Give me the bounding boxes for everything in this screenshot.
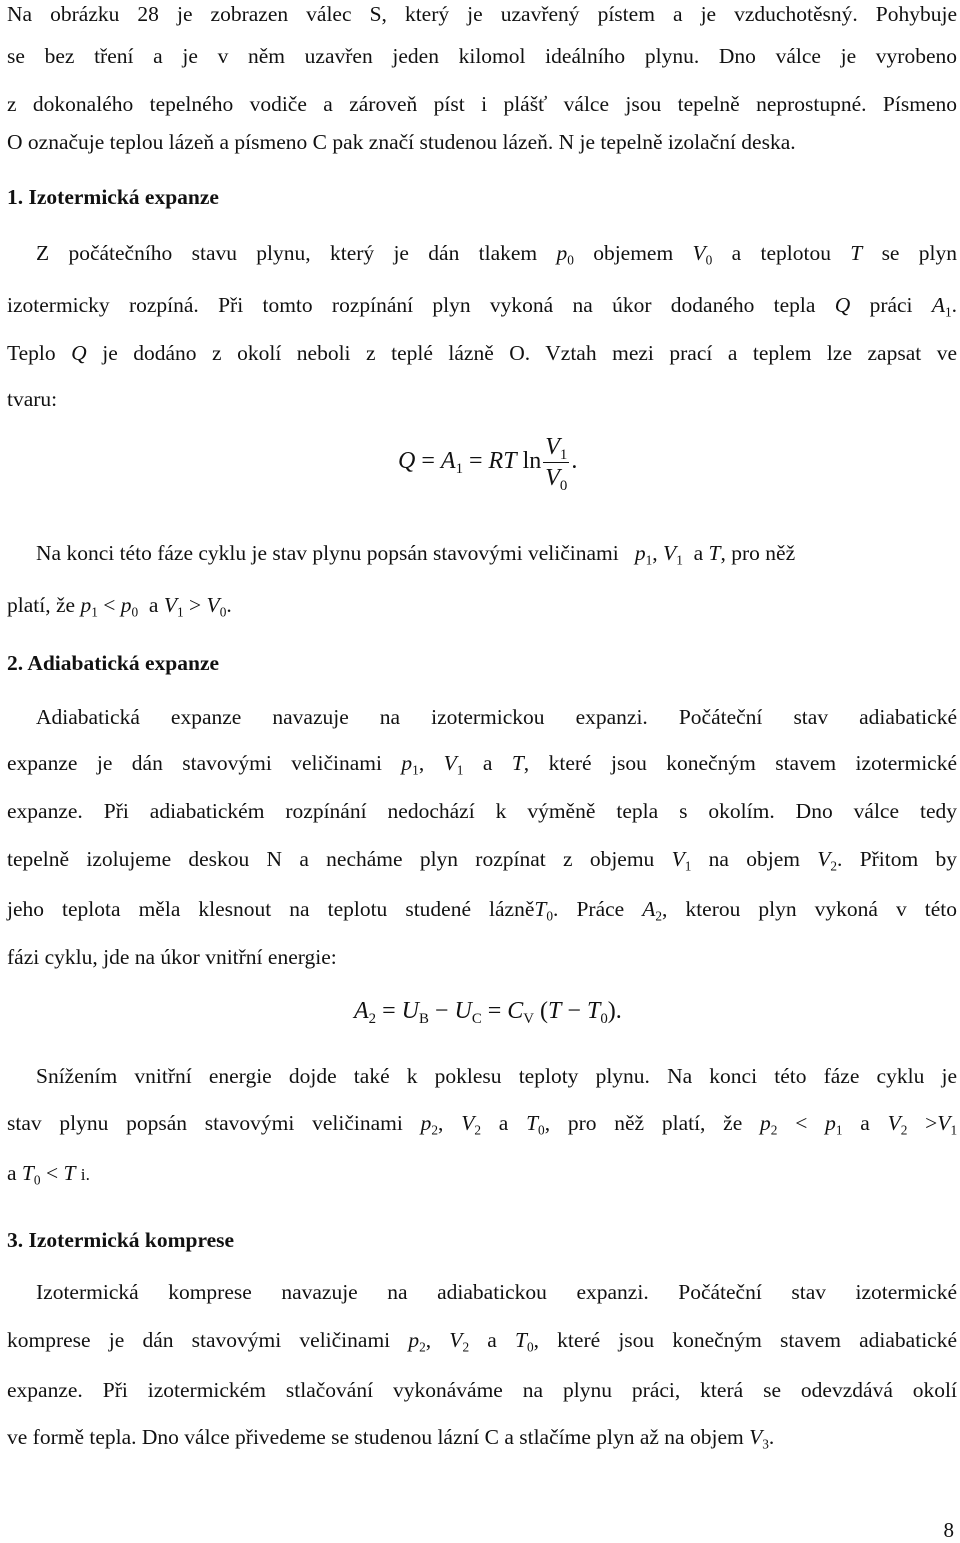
- section-1-line-3: Teplo Q je dodáno z okolí neboli z teplé lázně O. Vztah mezi prací a teplem lze zapsat ve: [7, 341, 958, 365]
- section-2-line-9: a $T_0 < T$ i.: [7, 1161, 90, 1188]
- intro-line-4: O označuje teplou lázeň a písmeno C pak značí studenou lázeň. N je tepelně izolační deska.: [7, 130, 796, 154]
- section-2-line-5: jeho teplota měla klesnout na teplotu studené lázněT$_0$. Práce $A_2$, kterou plyn vykoná v této: [7, 897, 957, 924]
- section-3-heading: 3. Izotermická komprese: [7, 1228, 235, 1252]
- page-number: 8: [943, 1518, 954, 1542]
- section-3-line-2: komprese je dán stavovými veličinami $p_2$, $V_2$ a $T_0$, které jsou konečným stavem adiabatické: [7, 1328, 958, 1355]
- section-1-line-2: izotermicky rozpíná. Při tomto rozpínání plyn vykoná na úkor dodaného tepla Q práci $A_1$.: [7, 293, 958, 320]
- section-1-heading: 1. Izotermická expanze: [7, 185, 219, 209]
- section-1-line-4: tvaru:: [7, 387, 58, 411]
- section-3-line-3: expanze. Při izotermickém stlačování vykonáváme na plynu práci, která se odevzdává okolí: [7, 1378, 957, 1402]
- section-2-line-7: Snížením vnitřní energie dojde také k poklesu teploty plynu. Na konci této fáze cyklu je: [36, 1064, 957, 1088]
- section-2-line-3: expanze. Při adiabatickém rozpínání nedochází k výměně tepla s okolím. Dno válce tedy: [7, 799, 957, 823]
- section-3-line-4: ve formě tepla. Dno válce přivedeme se studenou lázní C a stlačíme plyn až na objem $V_3$.: [7, 1425, 775, 1452]
- section-1-line-6: platí, že $p_1 < p_0$ a $V_1 > V_0$.: [7, 593, 232, 620]
- intro-line-3: z dokonalého tepelného vodiče a zároveň píst i plášť válce jsou tepelně neprostupné. Písmeno: [7, 92, 957, 116]
- intro-line-1: Na obrázku 28 je zobrazen válec S, který je uzavřený pístem a je vzduchotěsný. Pohybuje: [7, 2, 957, 26]
- section-2-line-4: tepelně izolujeme deskou N a necháme plyn rozpínat z objemu $V_1$ na objem $V_2$. Přitom by: [7, 847, 957, 874]
- section-2-heading: 2. Adiabatická expanze: [7, 651, 220, 675]
- intro-line-2: se bez tření a je v něm uzavřen jeden kilomol ideálního plynu. Dno válce je vyrobeno: [7, 44, 957, 68]
- section-1-line-1: Z počátečního stavu plynu, který je dán tlakem $p_0$ objemem $V_0$ a teplotou T se plyn: [36, 241, 958, 268]
- section-1-line-5: Na konci této fáze cyklu je stav plynu popsán stavovými veličinami $p_1$, $V_1$ a T, pro něž: [36, 541, 796, 568]
- section-2-line-1: Adiabatická expanze navazuje na izotermickou expanzi. Počáteční stav adiabatické: [36, 705, 957, 729]
- formula-adiabatic-work: $A_2 = U_B - U_C = C_V$ $(T - T_0)$.: [354, 998, 622, 1028]
- section-2-line-8: stav plynu popsán stavovými veličinami $p_2$, $V_2$ a $T_0$, pro něž platí, že $p_2 < p_1$ a $V_2 >V_1$: [7, 1111, 958, 1138]
- formula-isothermal-work: $Q = A_1$ = RT ln $\frac{V_1}{V_0}$ .: [398, 434, 578, 495]
- section-3-line-1: Izotermická komprese navazuje na adiabatickou expanzi. Počáteční stav izotermické: [36, 1280, 957, 1304]
- section-2-line-2: expanze je dán stavovými veličinami $p_1$, $V_1$ a T, které jsou konečným stavem izotermické: [7, 751, 958, 778]
- section-2-line-6: fázi cyklu, jde na úkor vnitřní energie:: [7, 945, 337, 969]
